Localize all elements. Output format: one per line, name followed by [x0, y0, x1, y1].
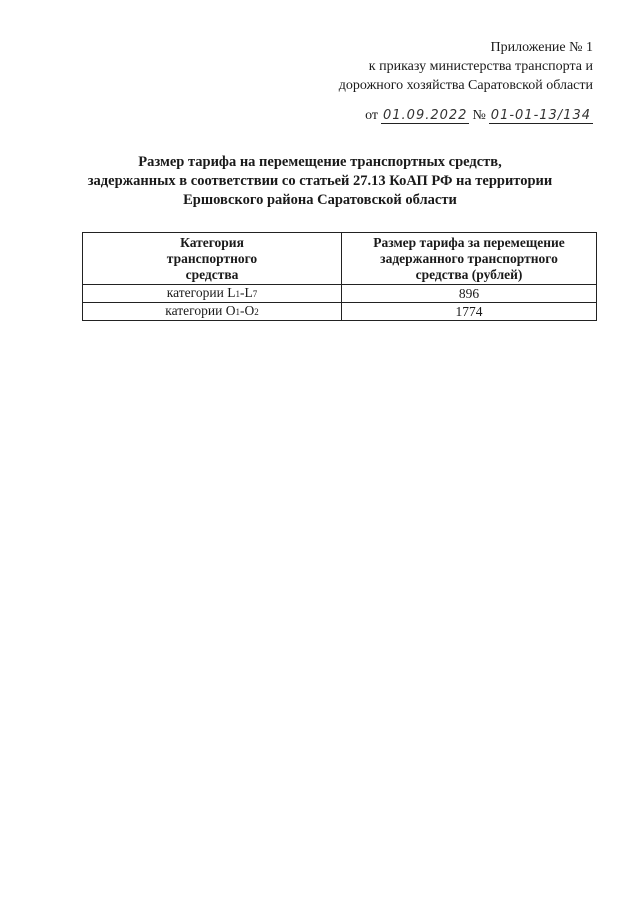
title-line-3: Ершовского района Саратовской области [183, 192, 457, 208]
header-tariff-line: средства (рублей) [415, 267, 523, 282]
order-date-label: от [365, 108, 378, 123]
category-to-letter: O [244, 303, 255, 318]
header-category-line: средства [185, 267, 239, 282]
table-header-row [83, 233, 597, 285]
category-prefix: категории [165, 303, 226, 318]
title-line-1: Размер тарифа на перемещение транспортных средств, [138, 154, 502, 170]
document-title [0, 153, 640, 210]
tariff-value-cell: 896 [342, 285, 597, 303]
header-tariff [342, 233, 597, 285]
category-from-letter: L [227, 285, 236, 300]
annex-order-line: к приказу министерства транспорта и [368, 59, 593, 74]
header-tariff-line: задержанного транспортного [380, 251, 558, 266]
header-category [83, 233, 342, 285]
category-from-index: 1 [235, 289, 240, 299]
table-row [83, 285, 597, 303]
category-from-index: 1 [235, 307, 240, 317]
category-prefix: категории [166, 285, 228, 300]
category-to-index: 7 [252, 289, 258, 299]
order-number-handwritten: 01-01-13/134 [490, 108, 591, 123]
header-tariff-line: Размер тарифа за перемещение [373, 235, 565, 250]
category-from-letter: O [225, 303, 236, 318]
header-category-line: транспортного [166, 251, 258, 266]
order-number-label: № [472, 108, 486, 123]
tariff-table [82, 232, 597, 321]
category-dash: - [239, 285, 245, 300]
category-to-index: 2 [254, 307, 259, 317]
header-category-line: Категория [180, 235, 244, 250]
annex-title: Приложение № 1 [490, 40, 593, 55]
category-to-letter: L [244, 285, 253, 300]
order-date-handwritten: 01.09.2022 [383, 108, 468, 123]
annex-header [339, 38, 593, 95]
title-line-2: задержанных в соответствии со статьей 27.13 КоАП РФ на территории [87, 173, 553, 189]
order-reference [365, 108, 593, 124]
category-cell [83, 303, 342, 321]
tariff-value-cell: 1774 [342, 303, 597, 321]
category-dash: - [239, 303, 245, 318]
table-row [83, 303, 597, 321]
annex-ministry-line: дорожного хозяйства Саратовской области [338, 78, 593, 93]
category-cell [83, 285, 342, 303]
